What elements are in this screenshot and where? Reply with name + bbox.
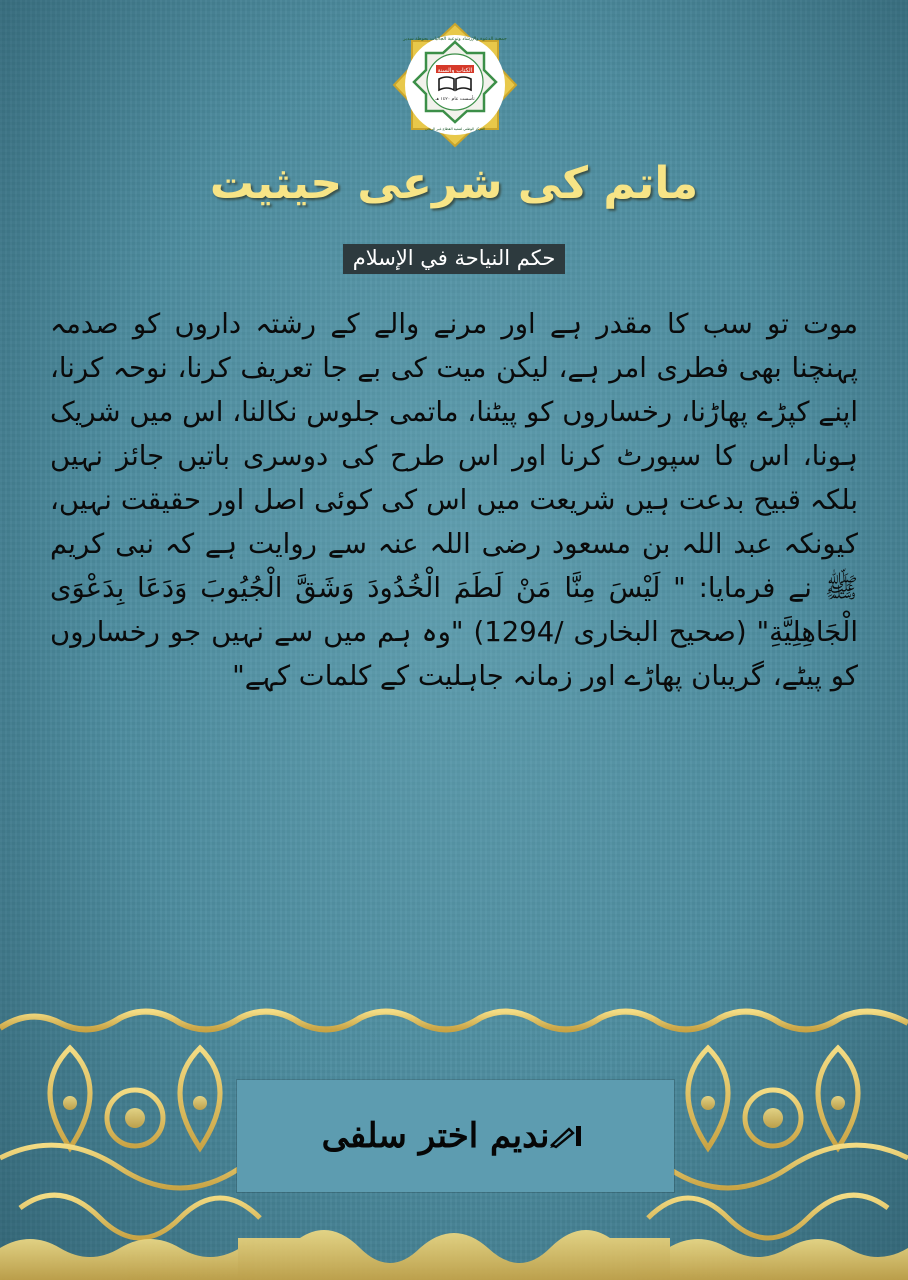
page-title: ماتم کی شرعی حیثیت: [209, 158, 699, 209]
logo-center-text: الكتاب والسنة: [437, 67, 473, 74]
organization-logo: [392, 22, 518, 148]
pen-icon: [549, 1123, 583, 1149]
arabic-subtitle: حكم النياحة في الإسلام: [343, 244, 566, 274]
logo-bottom-text: المركز الوطني لتنمية القطاع غير الربحي: [424, 127, 486, 131]
body-paragraph: موت تو سب کا مقدر ہے اور مرنے والے کے رشتہ داروں کو صدمہ پہنچنا بھی فطری امر ہے، لیکن میت کی بے جا تعریف کرنا، نوحہ کرنا، اپنے کپڑے پھاڑنا، رخساروں کو پیٹنا، ماتمی جلوس نکالنا، اس میں شریک ہونا، اس کا سپورٹ کرنا اور اس طرح کی دوسری باتیں جائز نہیں بلکہ قبیح بدعت ہیں شریعت میں اس کی کوئی اصل اور حقیقت نہیں، کیونکہ عبد اللہ بن مسعود رضی اللہ عنہ سے روایت ہے کہ نبی کریم ﷺ نے فرمایا: " لَيْسَ مِنَّا مَنْ لَطَمَ الْخُدُودَ وَشَقَّ الْجُيُوبَ وَدَعَا بِدَعْوَى الْجَاهِلِيَّةِ" (صحیح البخاری /1294) "وہ ہم میں سے نہیں جو رخساروں کو پیٹے، گریبان پھاڑے اور زمانہ جاہلیت کے کلمات کہے": [50, 308, 858, 692]
author-name: ندیم اختر سلفی: [321, 1116, 550, 1156]
logo-outer-text: جمعية الدعوة والإرشاد وتوعية الجاليات بحوطة سدير: [403, 37, 507, 42]
logo-year-text: تأسست عام ١٤٢٠ هـ: [435, 97, 475, 102]
author-box: [237, 1080, 674, 1192]
